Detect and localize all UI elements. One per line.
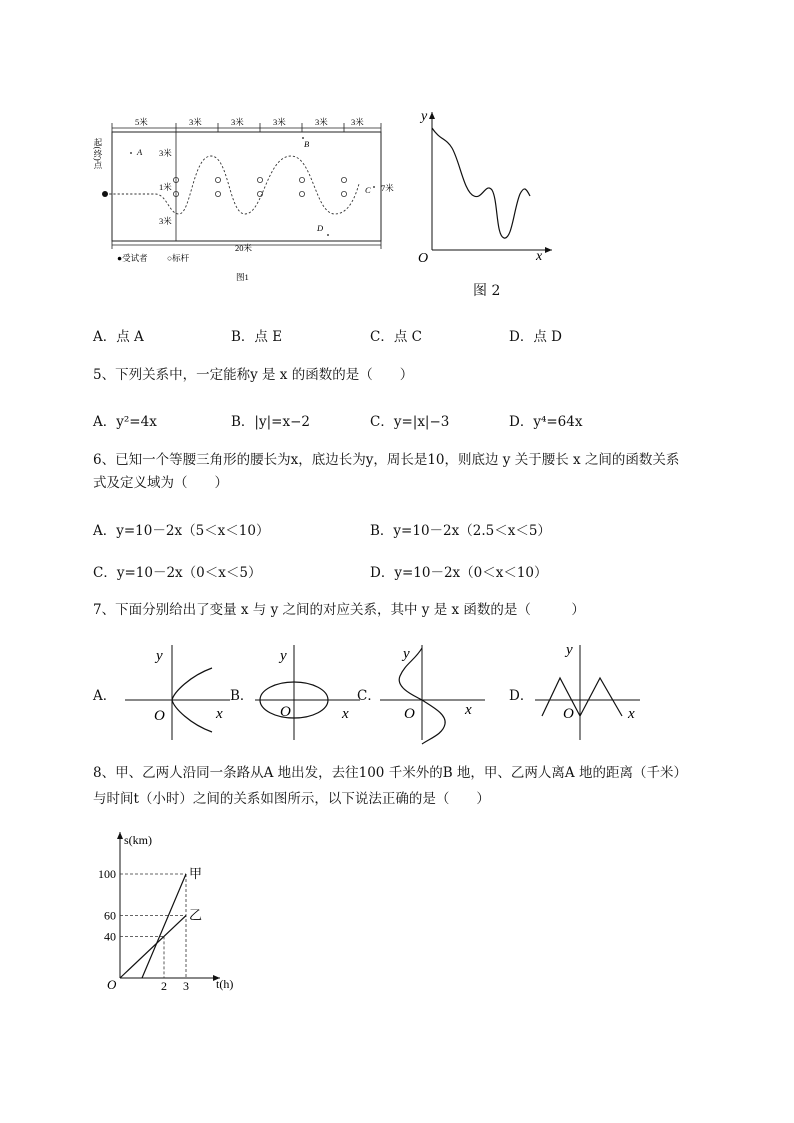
q7-option-d-label[interactable]: D．: [509, 688, 534, 704]
q7c-x: x: [465, 702, 472, 718]
q7b-y: y: [280, 648, 287, 664]
legend-subject: ●受试者: [117, 253, 148, 263]
q7-graph-b[interactable]: [250, 640, 365, 745]
figure-2-origin: O: [418, 251, 429, 266]
subject-dot: [102, 191, 108, 197]
q7-stem: 7、下面分别给出了变量 x 与 y 之间的对应关系，其中 y 是 x 函数的是（ ）: [93, 602, 585, 618]
q8-origin: O: [107, 977, 117, 992]
q6-option-d[interactable]: D．y=10－2x（0＜x＜10）: [370, 565, 548, 581]
q8-x-tick-2: 2: [161, 979, 167, 993]
q7d-y: y: [566, 642, 573, 658]
figure-2-caption: 图 2: [473, 283, 501, 299]
figure-2-y-label: y: [421, 109, 428, 124]
start-label: 起(终)点: [93, 138, 103, 170]
q4-option-d[interactable]: D．点 D: [509, 329, 562, 345]
figure-1-track-diagram: [95, 110, 405, 290]
q8-x-tick-3: 3: [183, 979, 189, 993]
q7d-o: O: [563, 706, 574, 722]
track-rectangle: [112, 132, 381, 241]
q7a-x: x: [216, 706, 223, 722]
dim-3m-v1: 3米: [159, 148, 172, 158]
figure-2-x-label: x: [536, 249, 543, 264]
q5-option-c[interactable]: C．y=|x|−3: [370, 414, 450, 430]
dim-5m: 5米: [135, 117, 148, 127]
q7a-o: O: [154, 708, 165, 724]
figure-2-curve: [432, 128, 530, 238]
dim-3m-4: 3米: [315, 117, 328, 127]
running-path: [105, 156, 359, 214]
dim-7m: 7米: [381, 183, 394, 193]
q8-y-tick-60: 60: [104, 908, 116, 923]
q8-x-axis-label: t(h): [216, 977, 234, 991]
q8-distance-time-chart: [90, 826, 260, 996]
q6-stem-line-1: 6、已知一个等腰三角形的腰长为x，底边长为y，周长是10，则底边 y 关于腰长 x 之间的函数关系: [93, 452, 680, 468]
q8-stem-line-1: 8、甲、乙两人沿同一条路从A 地出发，去往100 千米外的B 地，甲、乙两人离A 地的距离（千米）: [93, 765, 687, 781]
q7a-y: y: [156, 648, 163, 664]
q6-stem-line-2: 式及定义域为（ ）: [93, 475, 228, 491]
dim-3m-3: 3米: [273, 117, 286, 127]
q5-option-b[interactable]: B．|y|=x−2: [231, 414, 310, 430]
dim-1m: 1米: [159, 182, 172, 192]
q4-option-b[interactable]: B．点 E: [231, 329, 283, 345]
dim-3m-5: 3米: [351, 117, 364, 127]
q6-option-a[interactable]: A．y=10－2x（5＜x＜10）: [93, 523, 270, 539]
q5-option-a[interactable]: A．y²=4x: [93, 414, 157, 430]
dim-20m: 20米: [235, 243, 253, 253]
q7-graph-d[interactable]: [530, 640, 645, 745]
q7c-o: O: [404, 706, 415, 722]
q7-graph-c[interactable]: [375, 640, 490, 745]
legend-pole: ○标杆: [167, 253, 190, 263]
point-C: C: [365, 185, 371, 195]
q7-graph-a[interactable]: [120, 640, 235, 745]
q7-option-a-label[interactable]: A．: [93, 688, 117, 704]
q8-y-tick-40: 40: [104, 929, 116, 944]
q8-series-label-1: 甲: [189, 866, 203, 881]
q4-option-c[interactable]: C．点 C: [370, 329, 422, 345]
q7d-x: x: [628, 706, 635, 722]
q7b-x: x: [342, 706, 349, 722]
q7b-o: O: [280, 704, 291, 720]
q8-series-line-2: [120, 916, 186, 978]
q8-y-axis-label: s(km): [124, 833, 152, 847]
point-D: D: [317, 223, 324, 233]
q8-stem-line-2: 与时间t（小时）之间的关系如图所示，以下说法正确的是（ ）: [93, 791, 490, 807]
dim-3m-1: 3米: [189, 117, 202, 127]
dim-3m-2: 3米: [231, 117, 244, 127]
q6-option-b[interactable]: B．y=10－2x（2.5＜x＜5）: [370, 523, 551, 539]
q7c-y: y: [403, 646, 410, 662]
point-B: B: [304, 139, 310, 149]
q8-series-label-2: 乙: [189, 907, 203, 923]
q7-option-b-label[interactable]: B．: [230, 688, 254, 704]
q6-option-c[interactable]: C．y=10－2x（0＜x＜5）: [93, 565, 262, 581]
q5-stem: 5、下列关系中，一定能称y 是 x 的函数的是（ ）: [93, 367, 414, 383]
point-A: A: [137, 147, 143, 157]
dim-3m-v2: 3米: [159, 216, 172, 226]
q8-y-tick-100: 100: [98, 867, 116, 881]
q4-option-a[interactable]: A．点 A: [93, 329, 144, 345]
q5-option-d[interactable]: D．y⁴=64x: [509, 414, 583, 430]
figure-2-graph: [412, 100, 562, 270]
figure-1-caption: 图1: [236, 272, 249, 282]
q7-option-c-label[interactable]: C．: [357, 688, 381, 704]
